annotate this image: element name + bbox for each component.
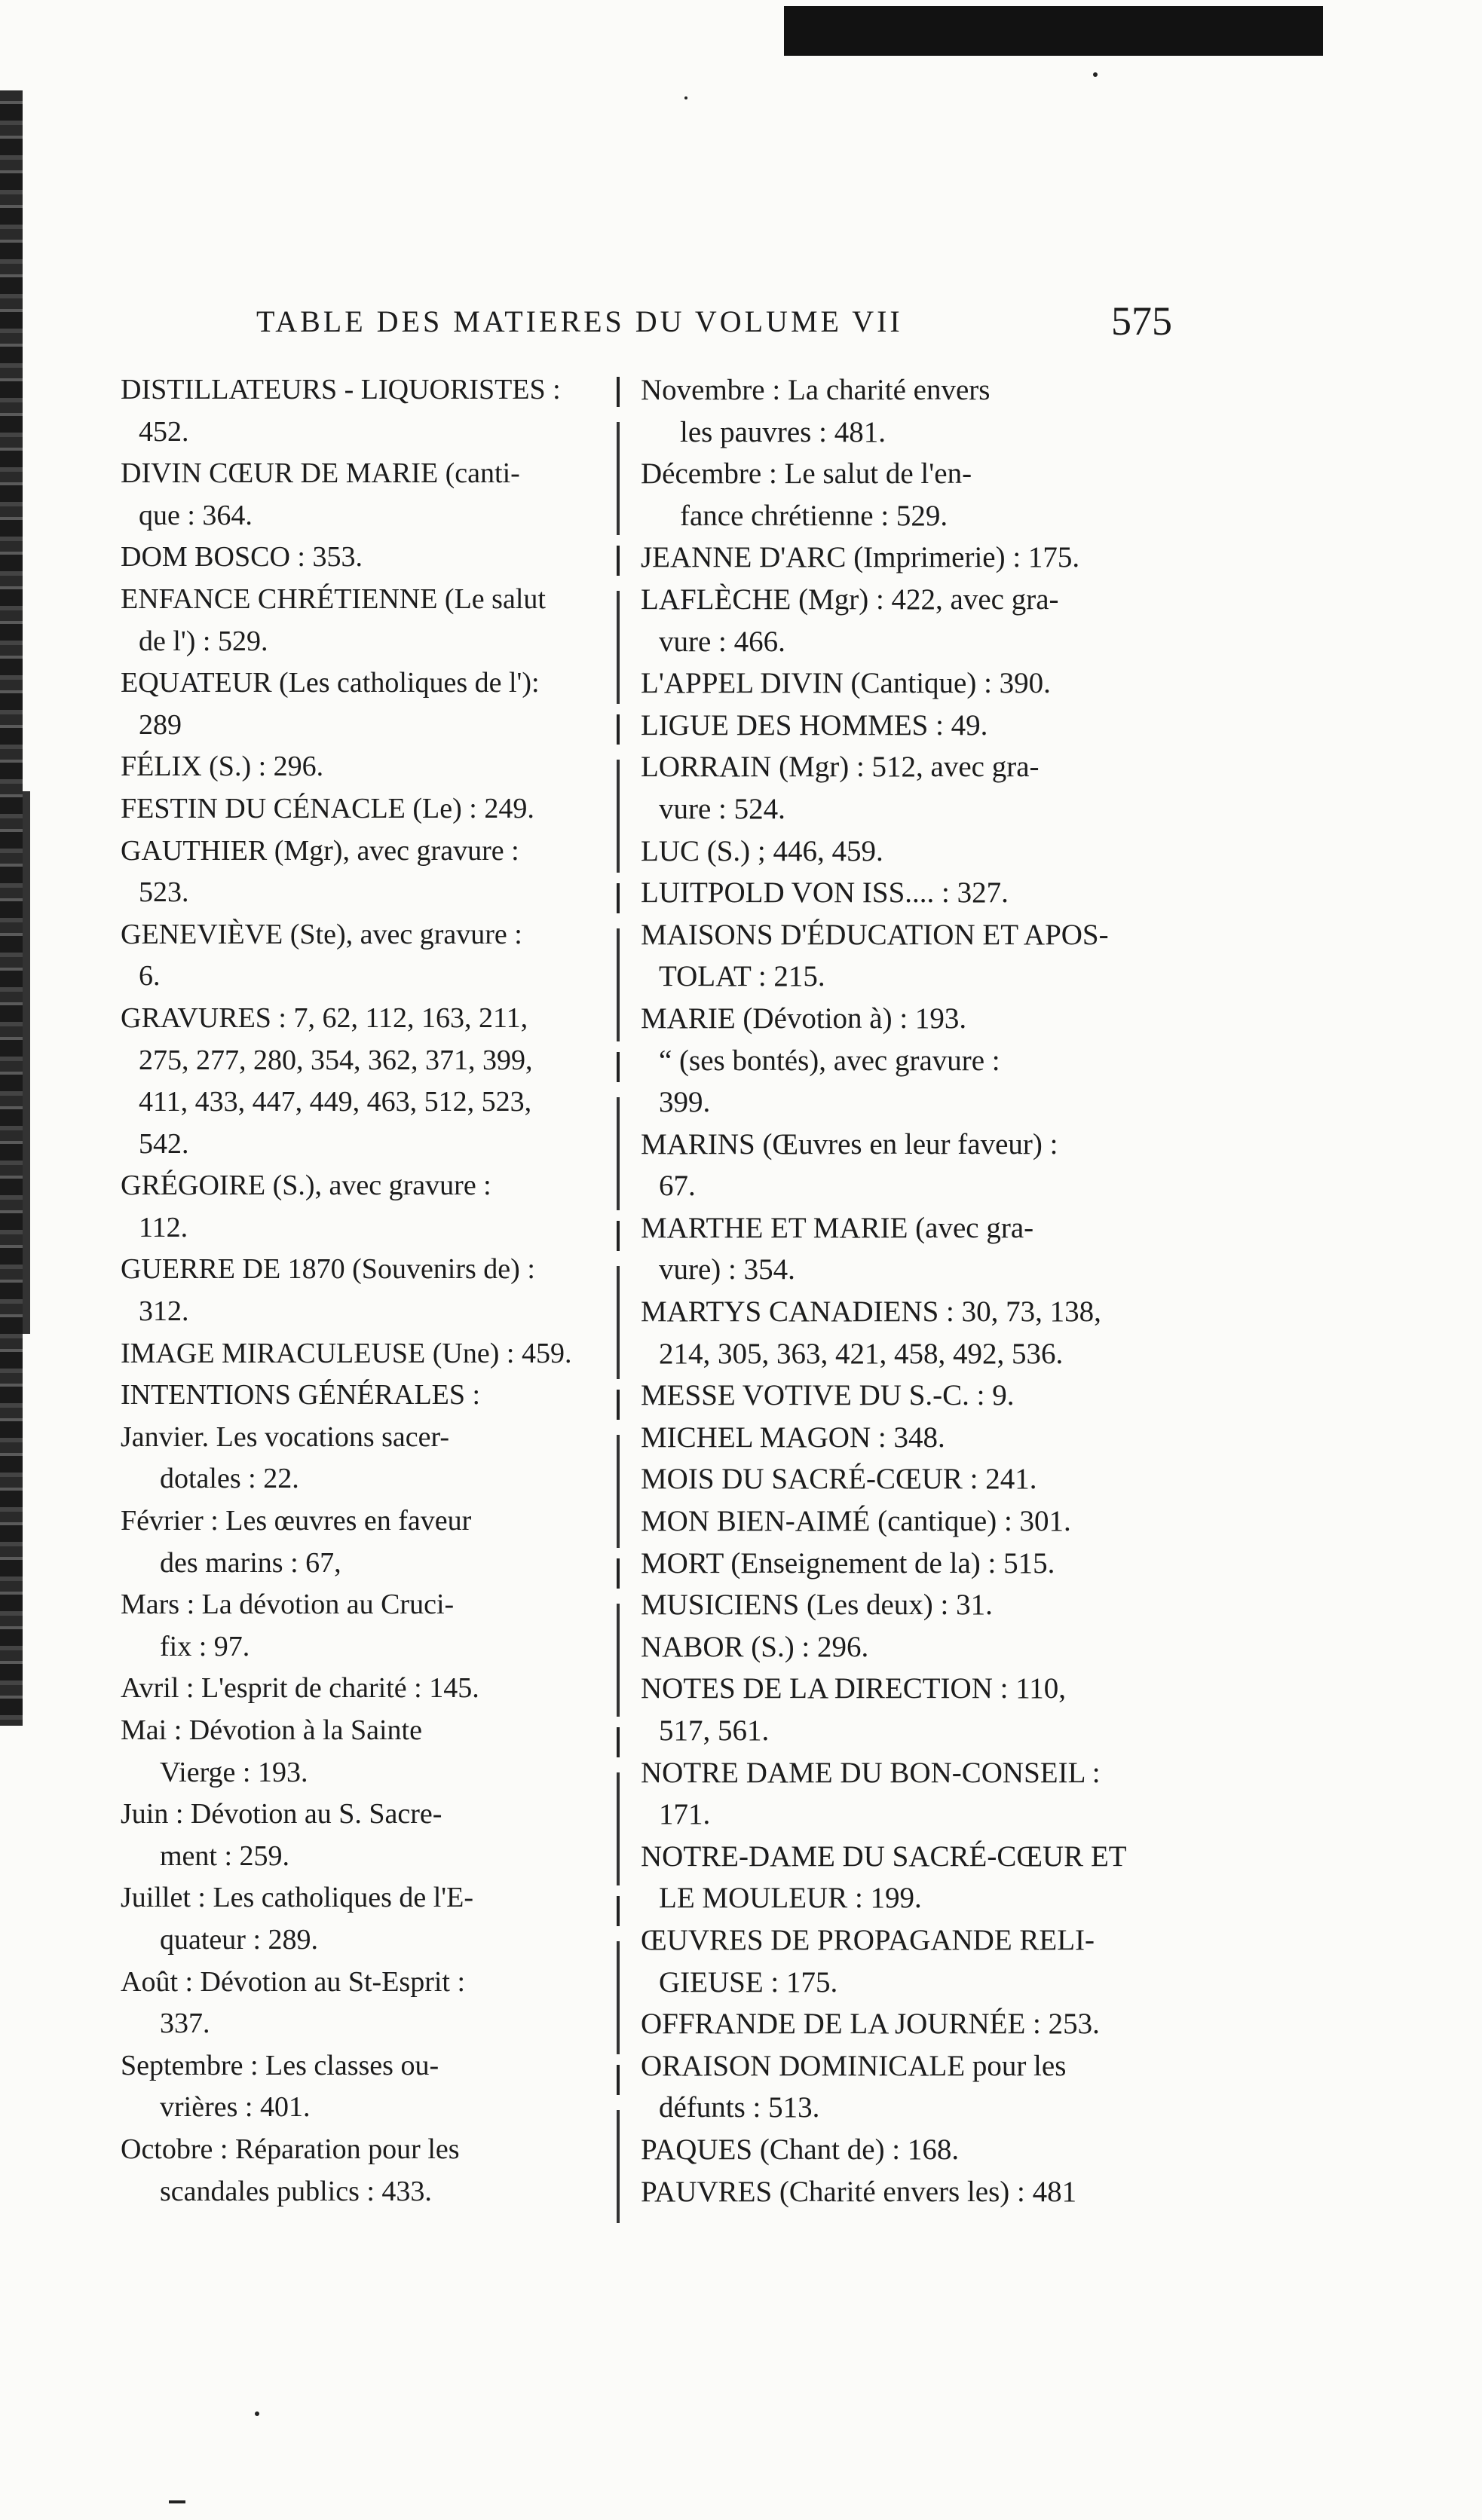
index-entry-line: LORRAIN (Mgr) : 512, avec gra- bbox=[641, 751, 1040, 784]
index-entry-line: PAQUES (Chant de) : 168. bbox=[641, 2133, 960, 2166]
index-entry-line: MARTHE ET MARIE (avec gra- bbox=[641, 1211, 1034, 1244]
index-entry-line: 112. bbox=[139, 1211, 188, 1243]
index-entry-line: 312. bbox=[139, 1295, 189, 1328]
index-entry-line: les pauvres : 481. bbox=[680, 415, 886, 448]
index-entry-line: MUSICIENS (Les deux) : 31. bbox=[641, 1589, 993, 1622]
index-entry-line: ORAISON DOMINICALE pour les bbox=[641, 2049, 1067, 2082]
binding-edge-shadow-inner bbox=[23, 791, 30, 1334]
index-entry-line: Novembre : La charité envers bbox=[641, 374, 991, 406]
index-entry-line: de l') : 529. bbox=[139, 625, 268, 657]
index-entry-line: MARTYS CANADIENS : 30, 73, 138, bbox=[641, 1295, 1101, 1329]
index-entry-line: LAFLÈCHE (Mgr) : 422, avec gra- bbox=[641, 583, 1059, 616]
running-title: TABLE DES MATIERES DU VOLUME VII bbox=[256, 304, 903, 338]
index-entry-line: Vierge : 193. bbox=[160, 1756, 308, 1788]
binding-edge-shadow bbox=[0, 90, 23, 1726]
index-entry-line: Octobre : Réparation pour les bbox=[121, 2133, 460, 2165]
index-entry-line: ENFANCE CHRÉTIENNE (Le salut bbox=[121, 583, 546, 615]
index-entry-line: “ (ses bontés), avec gravure : bbox=[659, 1044, 1000, 1077]
index-entry-line: 523. bbox=[139, 876, 189, 909]
index-entry-line: Mai : Dévotion à la Sainte bbox=[121, 1714, 422, 1746]
index-column-right bbox=[641, 369, 1180, 2213]
index-entry-line: EQUATEUR (Les catholiques de l'): bbox=[121, 667, 540, 699]
index-entry-line: MESSE VOTIVE DU S.-C. : 9. bbox=[641, 1379, 1015, 1412]
index-entry-line: FESTIN DU CÉNACLE (Le) : 249. bbox=[121, 792, 534, 824]
index-column-left bbox=[121, 369, 603, 2213]
index-entry-line: MARINS (Œuvres en leur faveur) : bbox=[641, 1127, 1058, 1161]
index-entry-line: DIVIN CŒUR DE MARIE (canti- bbox=[121, 457, 520, 490]
index-entry-line: JEANNE D'ARC (Imprimerie) : 175. bbox=[641, 541, 1080, 574]
index-entry-line: Juillet : Les catholiques de l'E- bbox=[121, 1882, 474, 1914]
page-number: 575 bbox=[1111, 298, 1172, 344]
index-entry-line: PAUVRES (Charité envers les) : 481 bbox=[641, 2175, 1077, 2208]
index-entry-line: Mars : La dévotion au Cruci- bbox=[121, 1589, 455, 1621]
index-entry-line: GRAVURES : 7, 62, 112, 163, 211, bbox=[121, 1002, 528, 1034]
index-entry-line: Décembre : Le salut de l'en- bbox=[641, 457, 972, 491]
index-entry-line: LE MOULEUR : 199. bbox=[659, 1882, 922, 1915]
index-entry-line: MON BIEN-AIMÉ (cantique) : 301. bbox=[641, 1505, 1071, 1538]
index-entry-line: 542. bbox=[139, 1127, 189, 1160]
index-entry-line: vure : 466. bbox=[659, 625, 785, 658]
index-entry-line: LUITPOLD VON ISS.... : 327. bbox=[641, 876, 1009, 910]
index-entry-line: GRÉGOIRE (S.), avec gravure : bbox=[121, 1170, 491, 1202]
index-entry-line: défunts : 513. bbox=[659, 2091, 820, 2124]
index-entry-line: IMAGE MIRACULEUSE (Une) : 459. bbox=[121, 1337, 572, 1369]
index-entry-line: 6. bbox=[139, 960, 161, 992]
index-entry-line: L'APPEL DIVIN (Cantique) : 390. bbox=[641, 667, 1051, 700]
index-entry-line: MAISONS D'ÉDUCATION ET APOS- bbox=[641, 918, 1109, 951]
speck bbox=[684, 96, 687, 99]
speck bbox=[1093, 72, 1098, 77]
index-entry-line: 289 bbox=[139, 708, 182, 741]
index-entry-line: Avril : L'esprit de charité : 145. bbox=[121, 1672, 479, 1705]
index-entry-line: OFFRANDE DE LA JOURNÉE : 253. bbox=[641, 2008, 1100, 2041]
index-entry-line: GIEUSE : 175. bbox=[659, 1965, 838, 1999]
column-divider bbox=[617, 377, 620, 2231]
index-entry-line: vure : 524. bbox=[659, 792, 785, 825]
index-entry-line: Janvier. Les vocations sacer- bbox=[121, 1421, 450, 1453]
page-header bbox=[256, 298, 1172, 343]
index-entry-line: NOTES DE LA DIRECTION : 110, bbox=[641, 1672, 1067, 1705]
index-entry-line: MARIE (Dévotion à) : 193. bbox=[641, 1002, 967, 1035]
index-entry-line: vrières : 401. bbox=[160, 2091, 311, 2124]
top-ink-bar-solid bbox=[784, 6, 1323, 56]
index-entry-line: 452. bbox=[139, 415, 189, 448]
index-entry-line: dotales : 22. bbox=[160, 1463, 299, 1495]
index-entry-line: 214, 305, 363, 421, 458, 492, 536. bbox=[659, 1337, 1064, 1370]
index-entry-line: MOIS DU SACRÉ-CŒUR : 241. bbox=[641, 1463, 1037, 1496]
index-entry-line: quateur : 289. bbox=[160, 1923, 319, 1956]
index-entry-line: 171. bbox=[659, 1798, 711, 1831]
index-entry-line: TOLAT : 215. bbox=[659, 960, 825, 993]
index-entry-line: Février : Les œuvres en faveur bbox=[121, 1505, 472, 1537]
index-entry-line: Août : Dévotion au St-Esprit : bbox=[121, 1965, 466, 1998]
index-entry-line: que : 364. bbox=[139, 499, 253, 531]
index-entry-line: DISTILLATEURS - LIQUORISTES : bbox=[121, 374, 561, 405]
index-entry-line: 67. bbox=[659, 1170, 696, 1203]
index-entry-line: 399. bbox=[659, 1086, 711, 1119]
index-entry-line: LUC (S.) ; 446, 459. bbox=[641, 834, 883, 867]
index-entry-line: LIGUE DES HOMMES : 49. bbox=[641, 708, 988, 742]
index-entry-line: DOM BOSCO : 353. bbox=[121, 541, 363, 573]
speck bbox=[169, 2500, 185, 2503]
index-entry-line: vure) : 354. bbox=[659, 1253, 795, 1286]
index-entry-line: Juin : Dévotion au S. Sacre- bbox=[121, 1798, 442, 1830]
index-entry-line: Septembre : Les classes ou- bbox=[121, 2049, 439, 2081]
index-entry-line: ment : 259. bbox=[160, 1840, 290, 1872]
index-entry-line: NOTRE-DAME DU SACRÉ-CŒUR ET bbox=[641, 1840, 1127, 1873]
index-entry-line: MORT (Enseignement de la) : 515. bbox=[641, 1546, 1055, 1580]
index-entry-line: NOTRE DAME DU BON-CONSEIL : bbox=[641, 1756, 1101, 1789]
index-entry-line: NABOR (S.) : 296. bbox=[641, 1630, 869, 1663]
index-entry-line: MICHEL MAGON : 348. bbox=[641, 1421, 945, 1454]
index-entry-line: INTENTIONS GÉNÉRALES : bbox=[121, 1379, 481, 1411]
index-entry-line: fix : 97. bbox=[160, 1630, 250, 1662]
index-entry-line: 337. bbox=[160, 2008, 210, 2040]
index-entry-line: 275, 277, 280, 354, 362, 371, 399, bbox=[139, 1044, 533, 1076]
speck bbox=[255, 2411, 259, 2416]
index-entry-line: 411, 433, 447, 449, 463, 512, 523, bbox=[139, 1086, 532, 1118]
index-entry-line: des marins : 67, bbox=[160, 1546, 341, 1579]
index-entry-line: ŒUVRES DE PROPAGANDE RELI- bbox=[641, 1923, 1095, 1956]
index-entry-line: FÉLIX (S.) : 296. bbox=[121, 751, 324, 783]
index-entry-line: GAUTHIER (Mgr), avec gravure : bbox=[121, 834, 519, 867]
index-entry-line: fance chrétienne : 529. bbox=[680, 499, 948, 532]
index-entry-line: scandales publics : 433. bbox=[160, 2175, 432, 2207]
index-entry-line: GUERRE DE 1870 (Souvenirs de) : bbox=[121, 1253, 535, 1286]
index-entry-line: 517, 561. bbox=[659, 1714, 770, 1747]
index-entry-line: GENEVIÈVE (Ste), avec gravure : bbox=[121, 918, 522, 950]
